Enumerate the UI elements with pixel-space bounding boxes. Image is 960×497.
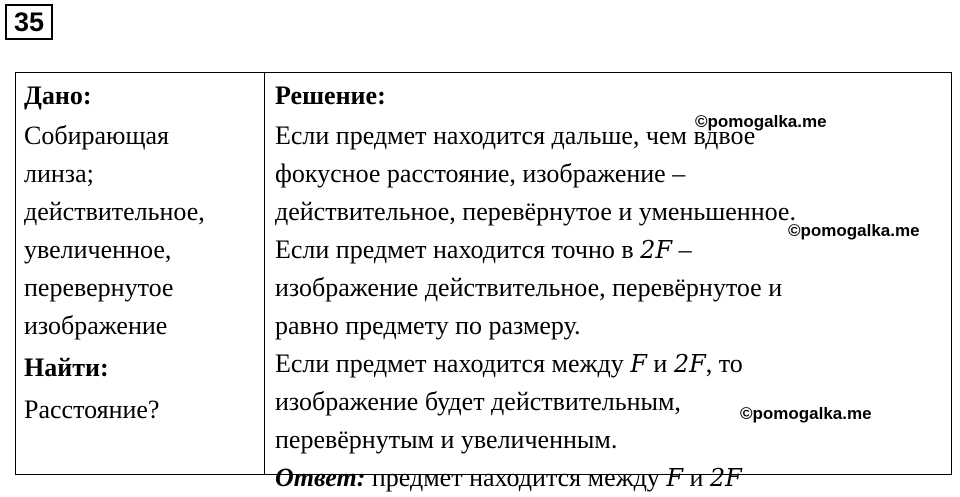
comma-to-text: , то bbox=[705, 349, 743, 378]
dash: – bbox=[672, 235, 692, 264]
find-text: Расстояние? bbox=[24, 395, 160, 424]
math-2f: 2F bbox=[640, 236, 673, 264]
solution-text: Если предмет находится точно в bbox=[275, 235, 641, 264]
math-f: F bbox=[666, 464, 683, 492]
solution-text: Если предмет находится между bbox=[275, 349, 631, 378]
column-divider bbox=[264, 73, 265, 474]
given-lines bbox=[24, 117, 260, 345]
solution-line: перевёрнутым и увеличенным. bbox=[275, 425, 618, 454]
solution-line: изображение будет действительным, bbox=[275, 387, 681, 416]
and-text: и bbox=[682, 463, 710, 492]
solution-line: фокусное расстояние, изображение – bbox=[275, 159, 686, 188]
given-line: изображение bbox=[24, 311, 168, 340]
solution-heading: Решение: bbox=[275, 81, 386, 110]
given-line: действительное, bbox=[24, 197, 205, 226]
watermark: ©pomogalka.me bbox=[740, 404, 872, 423]
find-heading: Найти: bbox=[24, 353, 109, 382]
solution-line: изображение действительное, перевёрнутое и bbox=[275, 273, 783, 302]
given-line: увеличенное, bbox=[24, 235, 172, 264]
given-heading: Дано: bbox=[24, 81, 92, 110]
answer-text: предмет находится между bbox=[365, 463, 667, 492]
given-line: Собирающая bbox=[24, 121, 169, 150]
given-column bbox=[24, 77, 260, 429]
answer-label: Ответ: bbox=[275, 463, 366, 492]
and-text: и bbox=[646, 349, 674, 378]
given-line: линза; bbox=[24, 159, 94, 188]
given-line: перевернутое bbox=[24, 273, 174, 302]
math-2f: 2F bbox=[709, 464, 742, 492]
solution-line: равно предмету по размеру. bbox=[275, 311, 581, 340]
answer-line bbox=[275, 459, 945, 497]
solution-line: действительное, перевёрнутое и уменьшенное. bbox=[275, 197, 796, 226]
watermark: ©pomogalka.me bbox=[695, 112, 827, 131]
solution-line bbox=[275, 345, 945, 383]
solution-lines bbox=[275, 117, 945, 497]
math-2f: 2F bbox=[673, 350, 706, 378]
math-f: F bbox=[630, 350, 647, 378]
solution-line: Если предмет находится дальше, чем вдвое bbox=[275, 121, 756, 150]
task-number: 35 bbox=[5, 4, 53, 40]
watermark: ©pomogalka.me bbox=[788, 221, 920, 240]
solution-column bbox=[275, 77, 945, 497]
